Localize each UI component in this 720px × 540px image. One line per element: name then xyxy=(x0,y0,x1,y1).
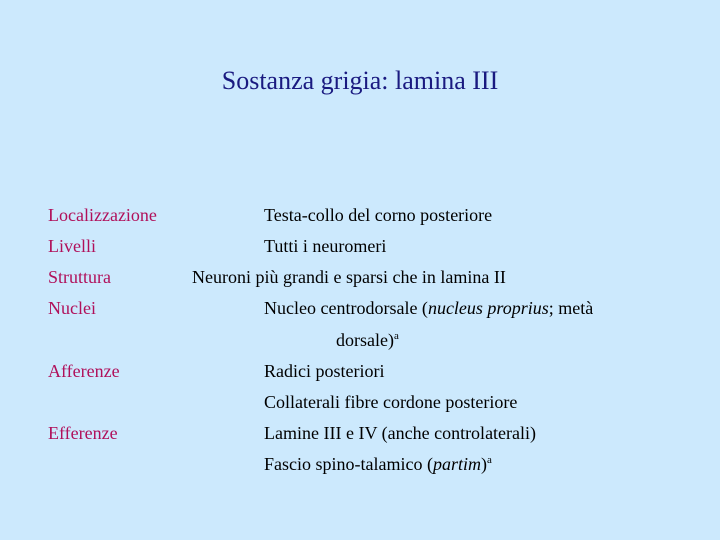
value-nuclei-pre: Nucleo centrodorsale ( xyxy=(264,298,428,318)
value-localizzazione: Testa-collo del corno posteriore xyxy=(264,205,493,225)
label-struttura: Struttura xyxy=(48,267,111,287)
value-afferenze-2: Collaterali fibre cordone posteriore xyxy=(264,392,518,412)
value-nuclei-italic: nucleus proprius xyxy=(427,298,549,318)
footnote-marker: a xyxy=(393,330,399,342)
value-nuclei-post: ; metà xyxy=(548,298,594,318)
value-efferenze-2 xyxy=(264,453,492,475)
value-efferenze-2-italic: partim xyxy=(432,454,481,474)
footnote-marker: a xyxy=(486,454,492,466)
label-nuclei: Nuclei xyxy=(48,298,96,318)
value-nuclei-line2 xyxy=(336,329,399,351)
value-nuclei xyxy=(264,297,593,319)
value-nuclei-line2-text: dorsale) xyxy=(336,330,394,350)
value-struttura: Neuroni più grandi e sparsi che in lamina II xyxy=(192,267,506,287)
label-afferenze: Afferenze xyxy=(48,361,120,381)
value-efferenze-1: Lamine III e IV (anche controlaterali) xyxy=(264,423,537,443)
label-localizzazione: Localizzazione xyxy=(48,205,157,225)
value-livelli: Tutti i neuromeri xyxy=(264,236,387,256)
value-efferenze-2-pre: Fascio spino-talamico ( xyxy=(264,454,433,474)
value-efferenze-2-post: ) xyxy=(480,454,487,474)
value-afferenze-1: Radici posteriori xyxy=(264,361,385,381)
slide-title: Sostanza grigia: lamina III xyxy=(221,66,499,95)
label-livelli: Livelli xyxy=(48,236,96,256)
label-efferenze: Efferenze xyxy=(48,423,118,443)
